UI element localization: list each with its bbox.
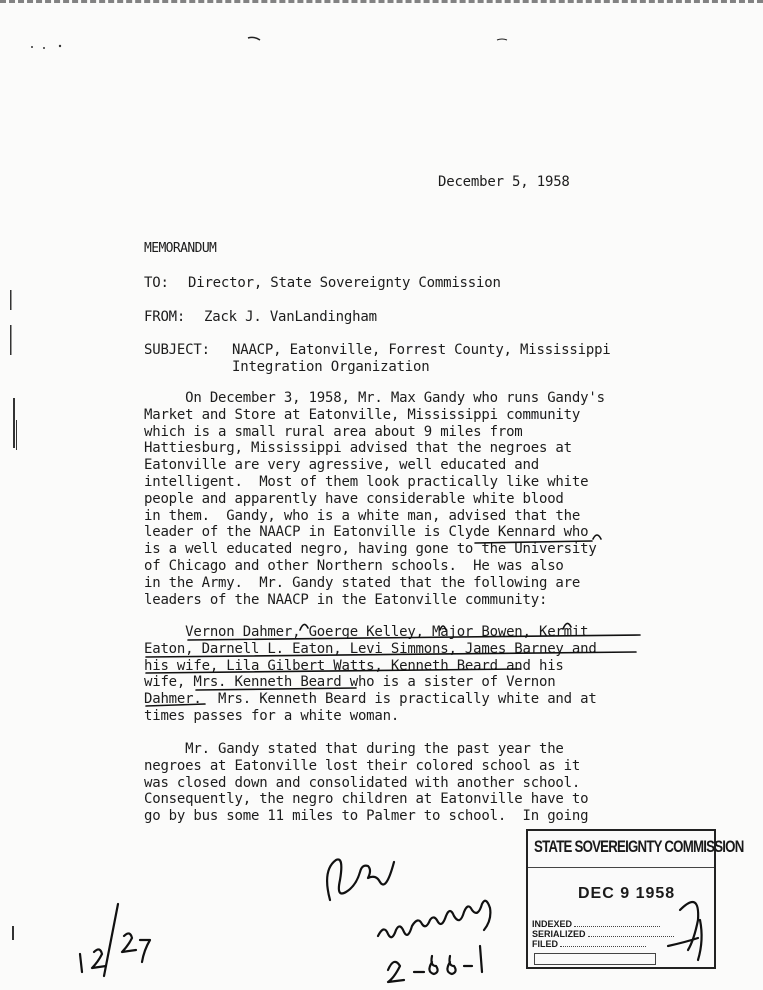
to-label: TO: — [144, 275, 169, 291]
subject-line-2: Integration Organization — [232, 359, 430, 375]
body-paragraph-3: Mr. Gandy stated that during the past year the negroes at Eatonville lost their colored school as it was closed down and consolidated with another school. Consequently, the negro children at Eatonville have to go by bus some 11 miles to Palmer to school. In going — [144, 741, 589, 825]
stamp-box — [534, 953, 656, 965]
stamp-filed-field — [532, 939, 646, 949]
body-paragraph-2: Vernon Dahmer, Goerge Kelley, Major Bowen, Kermit Eaton, Darnell L. Eaton, Levi Simmons, James Barney and his wife, Lila Gilbert Watts, Kenneth Beard and his wife, Mrs. Kenneth Beard who is a sister of Vernon Dahmer. Mrs. Kenneth Beard is practically white and at times passes for a white woman. — [144, 624, 597, 724]
stamp-date: DEC 9 1958 — [578, 885, 676, 902]
from-value: Zack J. VanLandingham — [204, 309, 377, 325]
memorandum-label: MEMORANDUM — [144, 241, 217, 256]
handwriting-note-1 — [327, 859, 394, 900]
scan-top-edge — [0, 0, 763, 13]
stamp-filed-label: FILED — [532, 939, 558, 949]
stamp-indexed-label: INDEXED — [532, 919, 573, 929]
handwriting-margin-note — [80, 904, 150, 976]
stamp-serialized-field — [532, 929, 674, 939]
from-label: FROM: — [144, 309, 186, 325]
stamp-title: STATE SOVEREIGNTY COMMISSION — [534, 837, 744, 856]
received-stamp — [526, 829, 744, 969]
stamp-serialized-label: SERIALIZED — [532, 929, 586, 939]
subject-line-1: NAACP, Eatonville, Forrest County, Mississippi — [232, 342, 611, 358]
stamp-indexed-field — [532, 919, 660, 929]
to-value: Director, State Sovereignty Commission — [188, 275, 501, 291]
subject-label: SUBJECT: — [144, 342, 210, 358]
handwriting-note-3 — [388, 946, 482, 982]
handwriting-note-2 — [378, 901, 490, 937]
memo-date: December 5, 1958 — [438, 174, 570, 190]
stamp-divider — [528, 867, 714, 868]
body-paragraph-1: On December 3, 1958, Mr. Max Gandy who runs Gandy's Market and Store at Eatonville, Mississippi community which is a small rural area about 9 miles from Hattiesburg, Mississippi advised that the negroes at Eatonville are very agressive, well educated and intelligent. Most of them look practically like white people and apparently have considerable white blood in them. Gandy, who is a white man, advised that the leader of the NAACP in Eatonville is Clyde Kennard who is a well educated negro, having gone to the University of Chicago and other Northern schools. He was also in the Army. Mr. Gandy stated that the following are leaders of the NAACP in the Eatonville community: — [144, 390, 605, 608]
